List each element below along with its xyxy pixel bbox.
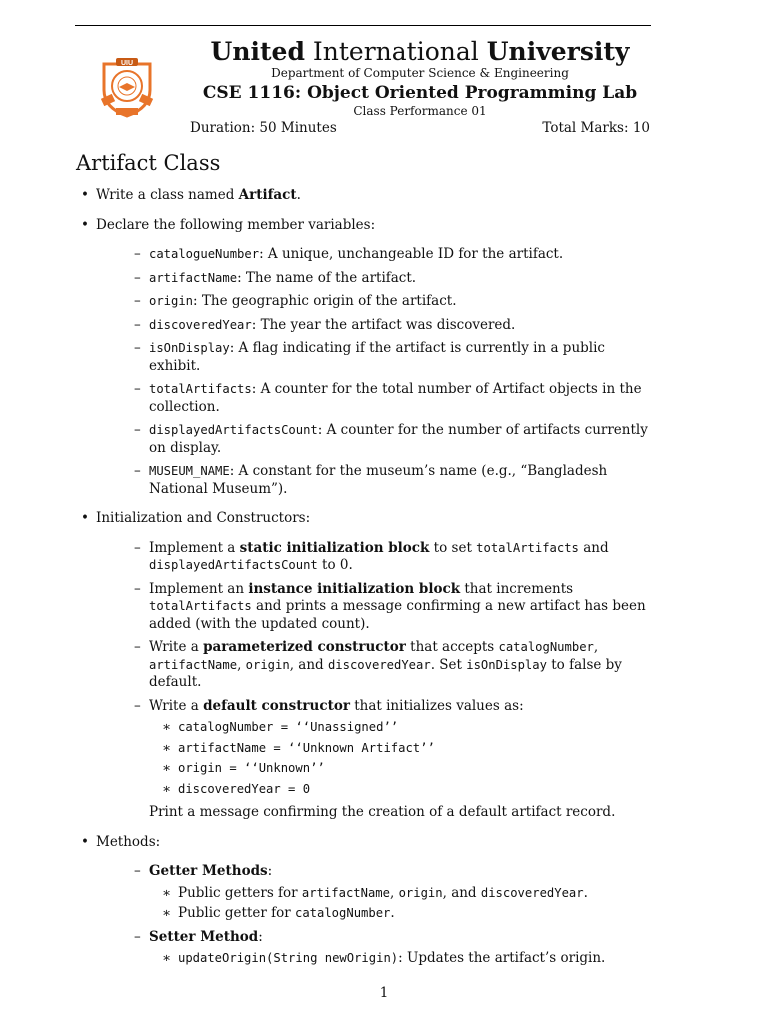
- university-name: United International University: [210, 37, 630, 66]
- performance-label: Class Performance 01: [353, 104, 487, 118]
- var-item: – isOnDisplay: A flag indicating if the artifact is currently in a public exhibit.: [134, 340, 605, 374]
- var-item: – discoveredYear: The year the artifact was discovered.: [134, 316, 516, 333]
- default-value-item: ∗ origin = ‘‘Unknown’’: [162, 760, 325, 776]
- default-value-item: ∗ discoveredYear = 0: [162, 780, 311, 797]
- bullet-member-variables: • Declare the following member variables: – catalogueNumber: A unique, unchangeable ID for the artifact. – artifactName: The name of the artifact. – origin: The geographic origin of the artifact. – discoveredYear: The year the artifact was discovered. – isOnDisplay: A flag indicating if the artifact is currently in a public exhibit. – totalArtifacts: A counter for the total number of Artifact objects in the collection. – displayedArtifactsCount: A counter for the number of artifacts currently on display. – MUSEUM_NAME: A constant for the museum’s name (e.g., “Bangladesh National Museum”).: [76, 217, 656, 499]
- ctor-item-parameterized: – Write a parameterized constructor that accepts catalogNumber, artifactName, origin, and discoveredYear. Set isOnDisplay to false by default.: [134, 639, 622, 690]
- var-item: – displayedArtifactsCount: A counter for the number of artifacts currently on display.: [134, 422, 648, 456]
- getter-item: ∗ Public getters for artifactName, origin, and discoveredYear.: [162, 884, 588, 901]
- ctor-item-default: – Write a default constructor that initializes values as: ∗ catalogNumber = ‘‘Unassigned’’ ∗ artifactName = ‘‘Unknown Artifact’’ ∗ origin = ‘‘Unknown’’ ∗ discoveredYear = 0 Print a message confirming the creation of a default artifact record.: [96, 698, 656, 822]
- bullet-class-name: • Write a class named Artifact.: [81, 187, 301, 203]
- bullet-constructors: • Initialization and Constructors: – Implement a static initialization block to set totalArtifacts and displayedArtifactsCount to 0. – Implement an instance initialization block that increments totalArtifacts and prints a message confirming a new artifact has been added (with the updated count). – Write a parameterized constructor that accepts catalogNumber, artifactName, origin, and discoveredYear. Set isOnDisplay to false by default. – Write a default constructor that initializes values as: ∗ catalogNumber = ‘‘Unassigned’’ ∗ artifactName = ‘‘Unknown Artifact’’ ∗ origin = ‘‘Unknown’’ ∗ discoveredYear = 0 Print a message confirming the creation of a default artifact record.: [76, 510, 656, 822]
- ctor-item-instance-block: – Implement an instance initialization block that increments totalArtifacts and prints a message confirming a new artifact has been added (with the updated count).: [134, 580, 646, 632]
- var-item: – MUSEUM_NAME: A constant for the museum’s name (e.g., “Bangladesh National Museum”).: [134, 463, 608, 497]
- course-title: CSE 1116: Object Oriented Programming Lab: [202, 83, 638, 103]
- var-item: – origin: The geographic origin of the artifact.: [134, 293, 457, 309]
- task-content: [76, 187, 656, 980]
- methods-setter: – Setter Method: ∗ updateOrigin(String newOrigin): Updates the artifact’s origin.: [96, 929, 656, 968]
- methods-getters: – Getter Methods: ∗ Public getters for artifactName, origin, and discoveredYear. ∗ Public getter for catalogNumber.: [96, 863, 656, 923]
- university-logo: [96, 56, 158, 120]
- department: Department of Computer Science & Engineering: [271, 66, 569, 80]
- bullet-methods: • Methods: – Getter Methods: ∗ Public getters for artifactName, origin, and discoveredYear. ∗ Public getter for catalogNumber. – Setter Method: ∗ updateOrigin(String newOrigin): Updates the artifact’s origin.: [76, 834, 656, 968]
- ctor-item-static-block: – Implement a static initialization block to set totalArtifacts and displayedArtifactsCount to 0.: [134, 539, 609, 573]
- section-title: Artifact Class: [76, 151, 221, 175]
- default-ctor-note: Print a message confirming the creation of a default artifact record.: [149, 804, 616, 820]
- setter-item: ∗ updateOrigin(String newOrigin): Updates the artifact’s origin.: [162, 950, 606, 966]
- duration: Duration: 50 Minutes: [190, 120, 337, 136]
- default-value-item: ∗ artifactName = ‘‘Unknown Artifact’’: [162, 739, 435, 756]
- page-number: 1: [379, 985, 389, 1001]
- var-item: – totalArtifacts: A counter for the total number of Artifact objects in the collection.: [134, 381, 642, 415]
- svg-text:UIU: UIU: [120, 60, 134, 67]
- default-value-item: ∗ catalogNumber = ‘‘Unassigned’’: [162, 719, 399, 735]
- var-item: – catalogueNumber: A unique, unchangeable ID for the artifact.: [134, 246, 564, 262]
- total-marks: Total Marks: 10: [542, 120, 650, 136]
- var-item: – artifactName: The name of the artifact.: [134, 269, 417, 286]
- top-rule: [75, 25, 651, 26]
- getter-item: ∗ Public getter for catalogNumber.: [162, 905, 395, 921]
